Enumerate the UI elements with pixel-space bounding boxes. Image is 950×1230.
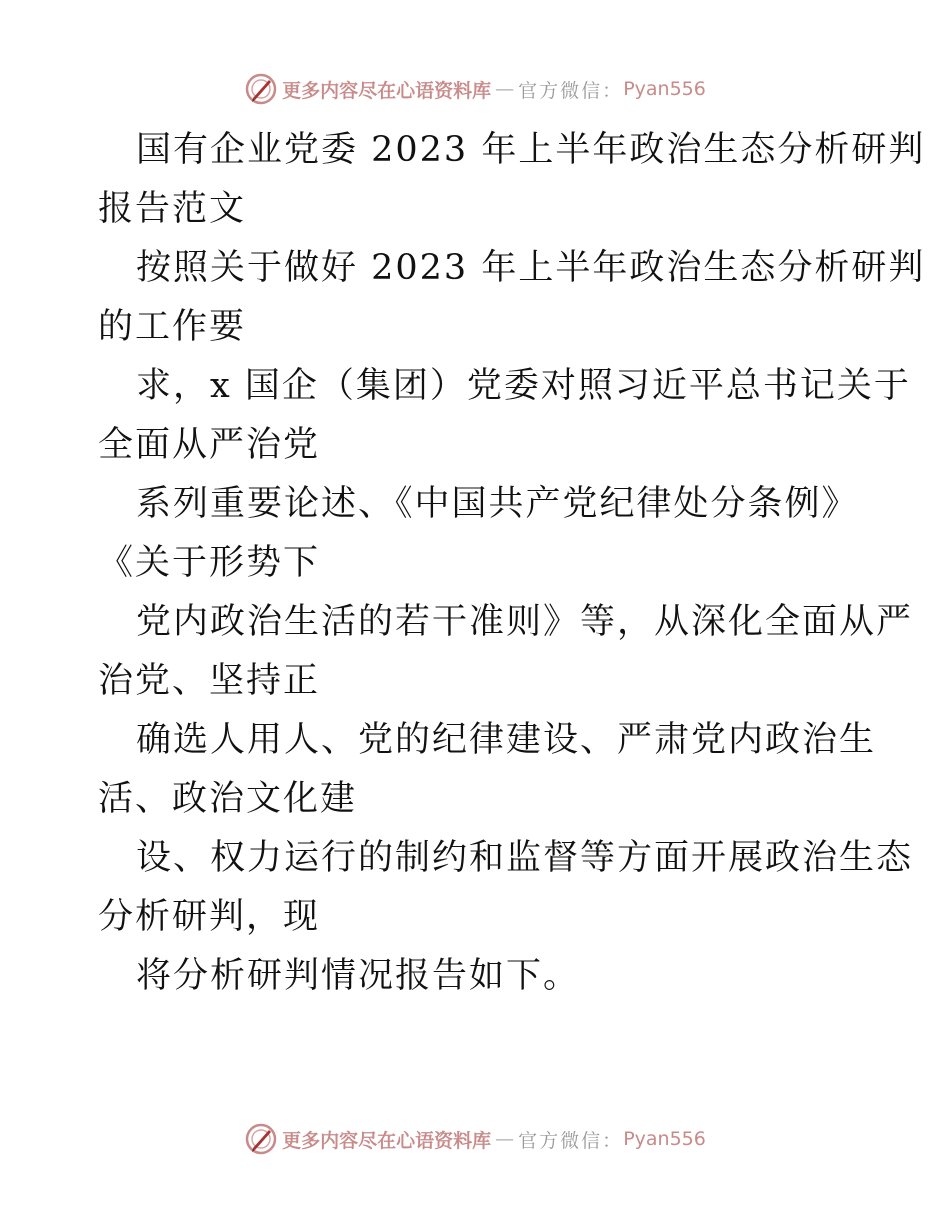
paragraph [98, 829, 914, 947]
paragraph-continuation: 全面从严治党 [98, 425, 321, 465]
site-name: 更多内容尽在心语资料库 [282, 1129, 492, 1152]
paragraph-continuation: 的工作要 [98, 307, 247, 347]
header-watermark [0, 72, 950, 106]
paragraph-continuation: 活、政治文化建 [98, 779, 358, 819]
paragraph [98, 593, 914, 711]
wechat-id: Pyan556 [623, 1128, 706, 1150]
document-body [98, 121, 926, 1006]
paragraph-first-line: 国有企业党委 2023 年上半年政治生态分析研判 [136, 130, 926, 170]
paragraph [98, 947, 858, 1006]
site-name: 更多内容尽在心语资料库 [282, 79, 492, 102]
paragraph [98, 239, 926, 357]
paragraph [98, 711, 877, 829]
paragraph-first-line: 按照关于做好 2023 年上半年政治生态分析研判 [136, 248, 926, 288]
paragraph [98, 475, 858, 593]
paragraph-first-line: 设、权力运行的制约和监督等方面开展政治生态 [136, 838, 914, 878]
wechat-label: 官方微信： [518, 1129, 624, 1152]
wechat-label: 官方微信： [518, 79, 624, 102]
footer-watermark [0, 1122, 950, 1156]
pen-logo-icon [244, 72, 278, 106]
paragraph [98, 357, 911, 475]
paragraph-first-line: 求，x 国企（集团）党委对照习近平总书记关于 [136, 366, 911, 406]
pen-logo-icon [244, 1122, 278, 1156]
paragraph-first-line: 确选人用人、党的纪律建设、严肃党内政治生 [136, 720, 877, 760]
wechat-id: Pyan556 [623, 78, 706, 100]
separator-dash: — [495, 1128, 515, 1150]
paragraph-continuation: 《关于形势下 [98, 543, 321, 583]
paragraph-first-line: 系列重要论述、《中国共产党纪律处分条例》 [136, 484, 859, 524]
paragraph-first-line: 将分析研判情况报告如下。 [136, 956, 581, 996]
paragraph-continuation: 分析研判，现 [98, 897, 321, 937]
paragraph-continuation: 治党、坚持正 [98, 661, 321, 701]
paragraph-first-line: 党内政治生活的若干准则》等，从深化全面从严 [136, 602, 914, 642]
separator-dash: — [495, 78, 515, 100]
paragraph-continuation: 报告范文 [98, 189, 247, 229]
paragraph [98, 121, 926, 239]
